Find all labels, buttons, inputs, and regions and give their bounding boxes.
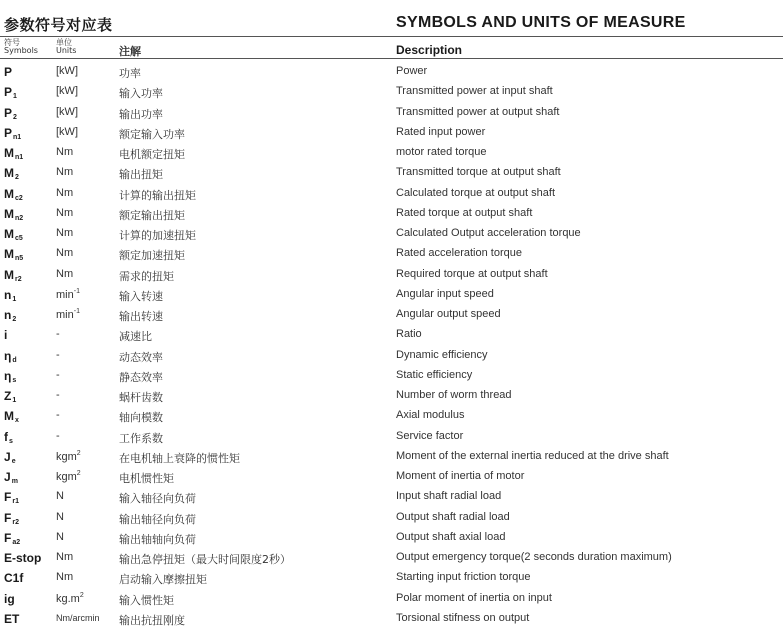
table-row: [0, 568, 783, 588]
unit-cell: [56, 126, 78, 138]
symbol-cell: [4, 247, 23, 262]
unit-cell: [56, 571, 73, 583]
unit-cell: [56, 308, 80, 321]
description-en: Power: [396, 65, 428, 77]
table-row: [0, 346, 783, 366]
description-cn: 轴向模数: [119, 411, 163, 425]
description-en: Transmitted power at input shaft: [396, 85, 553, 98]
symbol-text: E-stop: [4, 551, 42, 565]
unit-text: [kW]: [56, 65, 78, 77]
description-cn: 输出转速: [119, 310, 163, 323]
symbol-text: Z: [4, 389, 12, 403]
symbol-subscript: x: [15, 417, 19, 425]
description-en: Angular input speed: [396, 287, 494, 300]
unit-cell: [56, 288, 80, 301]
table-row: [0, 244, 783, 264]
header-description-cn: 注解: [119, 45, 141, 58]
unit-cell: [56, 592, 84, 605]
symbol-cell: [4, 490, 19, 505]
unit-text: [kW]: [56, 85, 78, 98]
unit-text: -: [56, 389, 60, 401]
header-symbols-en: Symbols: [4, 46, 38, 55]
symbol-cell: [4, 571, 23, 585]
symbol-cell: [4, 409, 19, 424]
symbol-cell: [4, 85, 17, 100]
description-en: Transmitted torque at output shaft: [396, 166, 561, 179]
table-row: [0, 589, 783, 609]
unit-cell: [56, 531, 64, 543]
table-row: [0, 285, 783, 305]
header-units-en: Units: [56, 46, 77, 55]
symbol-text: M: [4, 146, 14, 160]
symbol-subscript: a2: [12, 538, 21, 546]
description-en: Dynamic efficiency: [396, 348, 488, 361]
description-en: Moment of the external inertia reduced at the drive shaft: [396, 449, 669, 462]
unit-cell: [56, 430, 60, 442]
symbol-cell: [4, 268, 22, 283]
symbol-text: P: [4, 105, 13, 120]
symbol-text: J: [4, 470, 11, 484]
symbol-cell: [4, 146, 23, 161]
unit-cell: [56, 511, 64, 523]
unit-text: kgm: [56, 450, 77, 463]
description-en: Output shaft axial load: [396, 530, 506, 543]
symbol-subscript: 1: [12, 295, 17, 303]
description-cn: 减速比: [119, 330, 152, 344]
unit-cell: [56, 470, 81, 483]
header-description-en: Description: [396, 43, 463, 57]
symbol-text: η: [4, 348, 12, 363]
unit-text: Nm: [56, 166, 74, 179]
description-en: Rated input power: [396, 125, 486, 138]
unit-text: Nm: [56, 571, 74, 584]
unit-cell: [56, 268, 73, 280]
description-cn: 输入转速: [119, 289, 163, 303]
symbol-subscript: 1: [12, 397, 17, 404]
description-en: Rated torque at output shaft: [396, 206, 533, 219]
symbol-cell: [4, 551, 41, 565]
symbol-subscript: 2: [12, 316, 17, 323]
header-symbols-cn: 符号: [4, 38, 20, 47]
symbol-text: J: [4, 449, 11, 464]
unit-text: kgm: [56, 471, 77, 483]
description-cn: 静态效率: [119, 370, 163, 384]
symbol-cell: [4, 187, 23, 202]
symbol-subscript: c2: [15, 194, 23, 202]
unit-cell: [56, 247, 73, 259]
symbol-cell: [4, 207, 23, 222]
description-cn: 启动输入摩擦扭矩: [119, 573, 207, 587]
unit-text: -: [56, 429, 60, 442]
title-english: SYMBOLS AND UNITS OF MEASURE: [396, 14, 686, 31]
title-chinese: 参数符号对应表: [4, 16, 113, 34]
description-en: Static efficiency: [396, 368, 473, 381]
header-rule-bottom: [0, 58, 783, 59]
symbol-text: M: [4, 206, 14, 221]
description-en: Calculated Output acceleration torque: [396, 227, 581, 239]
unit-superscript: -1: [73, 287, 80, 295]
symbol-text: ET: [4, 611, 20, 626]
symbol-cell: [4, 531, 20, 546]
description-en: Number of worm thread: [396, 389, 512, 401]
description-cn: 额定输出扭矩: [119, 208, 185, 222]
table-row: [0, 548, 783, 568]
unit-cell: [56, 490, 64, 502]
symbol-text: M: [4, 227, 14, 241]
symbol-subscript: e: [11, 457, 16, 465]
description-cn: 计算的加速扭矩: [119, 229, 196, 242]
unit-cell: [56, 187, 73, 199]
table-row: [0, 123, 783, 143]
description-cn: 输出扭矩: [119, 168, 163, 182]
table-row: [0, 487, 783, 507]
table-row: [0, 508, 783, 528]
description-cn: 输入惯性矩: [119, 593, 174, 607]
unit-superscript: 2: [76, 449, 81, 457]
symbol-text: F: [4, 530, 12, 545]
description-en: Angular output speed: [396, 308, 501, 320]
table-row: [0, 184, 783, 204]
description-cn: 输出抗扭刚度: [119, 613, 185, 627]
table-row: [0, 386, 783, 406]
symbol-cell: [4, 450, 16, 465]
table-row: [0, 224, 783, 244]
unit-text: [kW]: [56, 125, 78, 138]
description-cn: 输出功率: [119, 107, 163, 121]
unit-text: N: [56, 510, 64, 523]
description-en: Starting input friction torque: [396, 571, 531, 584]
description-cn: 需求的扭矩: [119, 269, 174, 283]
description-en: Service factor: [396, 429, 464, 442]
symbol-subscript: n5: [15, 255, 24, 263]
symbol-cell: [4, 166, 19, 181]
symbol-text: P: [4, 65, 13, 79]
symbol-subscript: c5: [15, 235, 23, 242]
description-en: Output emergency torque(2 seconds duration maximum): [396, 551, 672, 563]
description-en: Required torque at output shaft: [396, 267, 548, 280]
symbol-subscript: s: [12, 376, 17, 384]
description-cn: 工作系数: [119, 431, 163, 445]
description-en: Output shaft radial load: [396, 510, 510, 523]
unit-cell: [56, 166, 73, 178]
description-cn: 输出轴轴向负荷: [119, 532, 196, 546]
table-row: [0, 265, 783, 285]
unit-text: min: [56, 309, 74, 321]
unit-cell: [56, 207, 73, 219]
unit-cell: [56, 65, 78, 77]
symbols-table: [0, 62, 783, 629]
unit-text: N: [56, 490, 64, 503]
description-en: Torsional stifness on output: [396, 611, 530, 624]
symbol-text: C1f: [4, 571, 24, 586]
symbol-cell: [4, 511, 19, 526]
symbol-text: M: [4, 247, 14, 262]
description-en: Moment of inertia of motor: [396, 470, 525, 482]
symbol-cell: [4, 349, 17, 364]
symbol-subscript: 2: [15, 174, 19, 182]
unit-text: Nm: [56, 227, 74, 239]
unit-cell: [56, 106, 78, 118]
description-cn: 蜗杆齿数: [119, 391, 163, 404]
table-row: [0, 609, 783, 629]
description-en: Calculated torque at output shaft: [396, 186, 555, 199]
symbol-cell: [4, 592, 15, 606]
table-row: [0, 366, 783, 386]
unit-text: N: [56, 530, 64, 543]
unit-text: [kW]: [56, 105, 78, 118]
symbol-text: F: [4, 490, 12, 505]
description-cn: 输入功率: [119, 87, 163, 101]
symbol-text: M: [4, 267, 14, 282]
unit-text: Nm: [56, 146, 74, 158]
symbol-text: n: [4, 308, 12, 322]
description-cn: 功率: [119, 67, 141, 80]
unit-cell: [56, 146, 73, 158]
symbol-subscript: r2: [15, 275, 22, 283]
unit-superscript: 2: [79, 591, 84, 599]
description-cn: 输出轴径向负荷: [119, 512, 196, 526]
symbol-subscript: s: [9, 437, 13, 445]
table-row: [0, 163, 783, 183]
unit-cell: [56, 450, 81, 463]
description-en: Rated acceleration torque: [396, 247, 522, 260]
description-en: Polar moment of inertia on input: [396, 591, 552, 604]
unit-cell: [56, 551, 73, 563]
unit-text: Nm: [56, 206, 74, 219]
description-cn: 额定加速扭矩: [119, 249, 185, 263]
unit-text: Nm: [56, 247, 74, 260]
unit-cell: [56, 227, 73, 239]
unit-cell: [56, 328, 60, 340]
unit-text: -: [56, 368, 60, 381]
symbol-text: F: [4, 510, 12, 525]
table-row: [0, 325, 783, 345]
unit-cell: [56, 613, 100, 623]
symbol-cell: [4, 65, 12, 79]
unit-cell: [56, 369, 60, 381]
table-row: [0, 305, 783, 325]
table-row: [0, 103, 783, 123]
description-en: Axial modulus: [396, 409, 465, 422]
description-cn: 输入轴径向负荷: [119, 492, 196, 506]
unit-text: min: [56, 288, 74, 301]
description-cn: 电机惯性矩: [119, 472, 174, 485]
unit-text: Nm: [56, 551, 74, 563]
unit-cell: [56, 389, 60, 401]
symbol-cell: [4, 389, 16, 404]
symbol-cell: [4, 612, 19, 626]
symbol-text: M: [4, 409, 14, 424]
table-row: [0, 467, 783, 487]
description-en: Ratio: [396, 328, 422, 341]
symbol-text: P: [4, 125, 13, 140]
description-cn: 在电机轴上衰降的惯性矩: [119, 451, 240, 465]
symbol-text: M: [4, 186, 14, 201]
symbol-text: i: [4, 328, 8, 343]
unit-text: Nm/arcmin: [56, 612, 100, 623]
symbol-subscript: n1: [15, 154, 24, 161]
symbol-cell: [4, 470, 18, 485]
header-rule-top: [0, 36, 783, 37]
unit-cell: [56, 349, 60, 361]
symbol-cell: [4, 328, 7, 342]
description-cn: 动态效率: [119, 350, 163, 364]
symbol-text: M: [4, 166, 14, 181]
symbol-subscript: d: [12, 356, 17, 364]
unit-text: Nm: [56, 186, 74, 199]
symbol-text: ig: [4, 591, 15, 606]
table-row: [0, 447, 783, 467]
unit-text: Nm: [56, 267, 74, 280]
symbol-text: η: [4, 368, 12, 383]
symbol-subscript: n1: [13, 133, 22, 141]
description-en: motor rated torque: [396, 146, 487, 158]
symbol-cell: [4, 308, 16, 323]
table-row: [0, 427, 783, 447]
description-cn: 额定输入功率: [119, 127, 185, 141]
unit-text: -: [56, 348, 60, 361]
symbol-cell: [4, 288, 16, 303]
symbol-subscript: 1: [13, 93, 17, 101]
header-units-cn: 单位: [56, 38, 72, 47]
description-cn: 电机额定扭矩: [119, 148, 185, 161]
table-row: [0, 143, 783, 163]
description-cn: 计算的输出扭矩: [119, 188, 196, 202]
symbol-subscript: n2: [15, 214, 24, 222]
symbol-text: P: [4, 85, 13, 100]
symbol-subscript: r1: [12, 498, 19, 506]
symbol-cell: [4, 430, 13, 445]
symbol-cell: [4, 369, 16, 384]
symbol-text: n: [4, 287, 12, 302]
symbol-cell: [4, 227, 23, 242]
description-cn: 输出急停扭矩（最大时间限度2秒）: [119, 553, 291, 566]
description-en: Transmitted power at output shaft: [396, 105, 560, 118]
unit-text: -: [56, 328, 60, 341]
unit-text: kg.m: [56, 592, 80, 605]
unit-superscript: 2: [76, 470, 81, 477]
unit-text: -: [56, 409, 60, 422]
symbol-subscript: r2: [12, 518, 19, 526]
symbol-subscript: m: [11, 478, 18, 485]
table-row: [0, 82, 783, 102]
unit-superscript: -1: [73, 308, 80, 315]
table-row: [0, 406, 783, 426]
symbol-cell: [4, 106, 17, 121]
symbol-cell: [4, 126, 21, 141]
symbol-text: f: [4, 429, 8, 444]
unit-cell: [56, 85, 78, 97]
unit-cell: [56, 409, 60, 421]
description-en: Input shaft radial load: [396, 490, 502, 503]
table-row: [0, 62, 783, 82]
symbol-subscript: 2: [13, 113, 17, 121]
table-row: [0, 204, 783, 224]
table-row: [0, 528, 783, 548]
